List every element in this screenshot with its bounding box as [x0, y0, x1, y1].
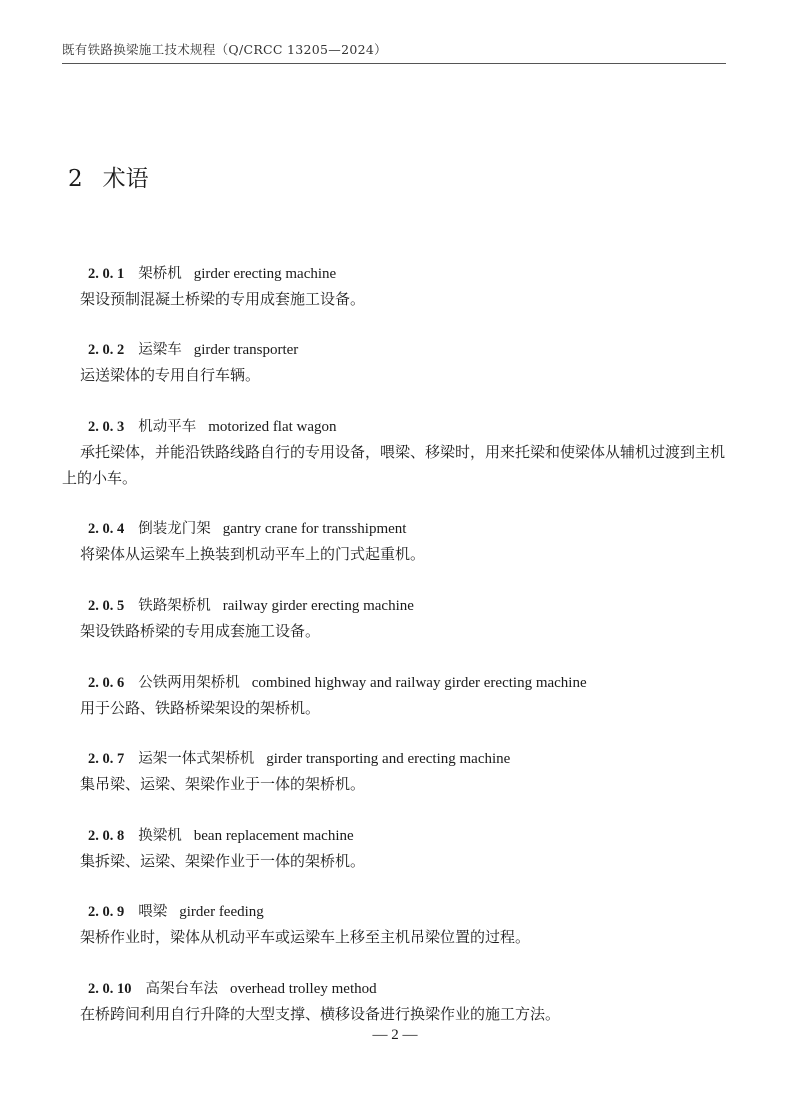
term-chinese: 倒装龙门架 — [138, 521, 211, 537]
term-heading — [88, 900, 734, 924]
term-definition: 承托梁体，并能沿铁路线路自行的专用设备，喂梁、移梁时，用来托梁和使梁体从辅机过渡到主机上的小车。 — [62, 443, 726, 487]
term-number: 2. 0. 7 — [88, 751, 125, 767]
term-heading — [88, 824, 734, 848]
term-english: bean replacement machine — [193, 828, 354, 844]
term-number: 2. 0. 6 — [88, 675, 125, 691]
chapter-title — [68, 160, 149, 193]
term-chinese: 换梁机 — [138, 828, 182, 844]
term-chinese: 架桥机 — [138, 266, 182, 282]
running-header: 既有铁路换梁施工技术规程（Q/CRCC 13205—2024） — [62, 42, 387, 57]
header-rule — [62, 63, 726, 64]
term-definition: 集拆梁、运梁、架梁作业于一体的架桥机。 — [80, 852, 366, 870]
term-2-0-9 — [80, 900, 734, 950]
term-number: 2. 0. 9 — [88, 904, 125, 920]
term-2-0-5 — [80, 594, 734, 644]
term-definition: 在桥跨间利用自行升降的大型支撑、横移设备进行换梁作业的施工方法。 — [80, 1005, 561, 1023]
term-2-0-7 — [80, 747, 734, 797]
term-definition: 用于公路、铁路桥梁架设的架桥机。 — [80, 699, 321, 717]
term-heading — [88, 747, 734, 771]
term-heading — [88, 517, 734, 541]
term-chinese: 机动平车 — [138, 419, 197, 435]
term-2-0-1 — [80, 262, 734, 312]
term-number: 2. 0. 10 — [88, 981, 132, 997]
term-chinese: 运梁车 — [138, 342, 182, 358]
term-heading — [88, 338, 734, 362]
term-definition: 架设预制混凝土桥梁的专用成套施工设备。 — [80, 290, 366, 308]
term-definition: 集吊梁、运梁、架梁作业于一体的架桥机。 — [80, 775, 366, 793]
term-english: combined highway and railway girder erecting machine — [251, 675, 587, 691]
term-heading — [88, 262, 734, 286]
term-2-0-2 — [80, 338, 734, 388]
term-definition: 运送梁体的专用自行车辆。 — [80, 366, 261, 384]
term-chinese: 喂梁 — [138, 904, 168, 920]
term-definition: 架桥作业时，梁体从机动平车或运梁车上移至主机吊梁位置的过程。 — [80, 928, 531, 946]
term-2-0-6 — [80, 671, 734, 721]
term-english: girder transporter — [193, 342, 299, 358]
term-number: 2. 0. 4 — [88, 521, 125, 537]
term-english: overhead trolley method — [230, 981, 377, 997]
term-number: 2. 0. 5 — [88, 598, 125, 614]
term-heading — [88, 671, 734, 695]
term-number: 2. 0. 8 — [88, 828, 125, 844]
term-2-0-8 — [80, 824, 734, 874]
term-english: girder erecting machine — [193, 266, 337, 282]
term-definition: 架设铁路桥梁的专用成套施工设备。 — [80, 622, 321, 640]
term-heading — [88, 415, 734, 439]
term-english: girder transporting and erecting machine — [266, 751, 511, 767]
term-number: 2. 0. 2 — [88, 342, 125, 358]
term-number: 2. 0. 1 — [88, 266, 125, 282]
chapter-name: 术语 — [102, 166, 149, 192]
term-chinese: 高架台车法 — [145, 981, 218, 997]
term-heading — [88, 594, 734, 618]
term-heading — [88, 977, 734, 1001]
term-chinese: 铁路架桥机 — [138, 598, 211, 614]
term-english: girder feeding — [179, 904, 264, 920]
page-number: — 2 — — [372, 1027, 418, 1043]
term-english: railway girder erecting machine — [222, 598, 414, 614]
term-2-0-3 — [62, 415, 734, 491]
term-2-0-10 — [80, 977, 734, 1027]
term-chinese: 运架一体式架桥机 — [138, 751, 255, 767]
term-2-0-4 — [80, 517, 734, 567]
term-number: 2. 0. 3 — [88, 419, 125, 435]
term-chinese: 公铁两用架桥机 — [138, 675, 240, 691]
term-english: motorized flat wagon — [208, 419, 337, 435]
term-english: gantry crane for transshipment — [222, 521, 407, 537]
term-definition: 将梁体从运梁车上换装到机动平车上的门式起重机。 — [80, 545, 426, 563]
chapter-number: 2 — [68, 166, 83, 192]
